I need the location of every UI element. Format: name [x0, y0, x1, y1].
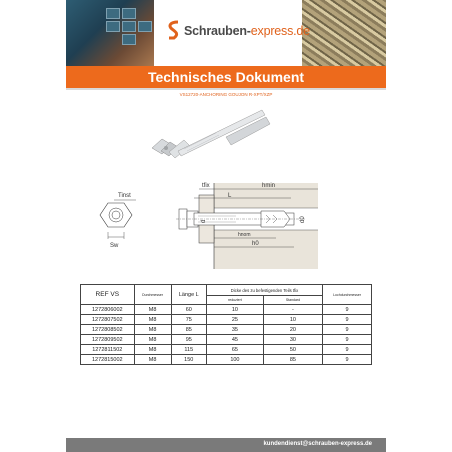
document-title: Technisches Dokument: [147, 69, 305, 85]
label-sw: Sw: [110, 243, 119, 249]
table-row: [81, 335, 372, 345]
anchor-bolt-image: [152, 110, 270, 158]
col-thickness-header: Dicke des zu befestigenden Teils tfix: [206, 285, 322, 296]
contact-email[interactable]: kundendienst@schrauben-express.de: [263, 441, 372, 447]
table-row: [81, 305, 372, 315]
table-cell: 115: [171, 345, 206, 355]
table-cell: 9: [323, 345, 372, 355]
table-cell: M8: [134, 355, 171, 365]
table-cell: M8: [134, 335, 171, 345]
brand-logo-text: Schrauben-express.de: [184, 24, 310, 38]
label-h0: h0: [252, 241, 259, 247]
table-cell: 150: [171, 355, 206, 365]
table-cell: 75: [171, 315, 206, 325]
divider: [66, 88, 386, 90]
col-reduced-header: reduziert: [206, 296, 263, 305]
col-diameter-header: Durchmesser: [134, 285, 171, 305]
table-cell: 85: [171, 325, 206, 335]
col-length-header: Länge L: [171, 285, 206, 305]
footer-bar: [66, 438, 386, 452]
table-cell: M8: [134, 315, 171, 325]
table-cell: 10: [263, 315, 322, 325]
table-cell: 9: [323, 335, 372, 345]
table-cell: 1272811502: [81, 345, 135, 355]
table-cell: 35: [206, 325, 263, 335]
table-cell: 20: [263, 325, 322, 335]
col-standard-header: Standard: [263, 296, 322, 305]
table-cell: 1272806002: [81, 305, 135, 315]
table-cell: 9: [323, 305, 372, 315]
table-cell: -: [263, 305, 322, 315]
product-table: [80, 284, 372, 365]
document-page: [66, 0, 386, 452]
table-cell: 65: [206, 345, 263, 355]
table-cell: 9: [323, 355, 372, 365]
anchor-cross-section: [176, 183, 318, 269]
table-cell: 1272809502: [81, 335, 135, 345]
table-cell: 30: [263, 335, 322, 345]
table-cell: 50: [263, 345, 322, 355]
label-tinst: Tinst: [118, 193, 131, 199]
product-subtitle: VS12720-ANCHORING GOUJON R-XPT/XZP: [179, 92, 273, 97]
label-hnom: hnom: [238, 232, 251, 238]
table-cell: 10: [206, 305, 263, 315]
label-tfix: tfix: [202, 183, 210, 189]
table-cell: 9: [323, 325, 372, 335]
table-cell: M8: [134, 325, 171, 335]
nut-top-view: [100, 193, 136, 249]
table-row: [81, 315, 372, 325]
label-d0: d0: [300, 216, 306, 223]
table-cell: M8: [134, 345, 171, 355]
table-cell: 1272808502: [81, 325, 135, 335]
header-photo-tools: [66, 0, 154, 66]
table-cell: 45: [206, 335, 263, 345]
technical-drawing: [66, 105, 386, 275]
table-cell: 1272807502: [81, 315, 135, 325]
table-cell: M8: [134, 305, 171, 315]
table-cell: 100: [206, 355, 263, 365]
logo-icon: [166, 20, 182, 40]
table-cell: 85: [263, 355, 322, 365]
table-row: [81, 345, 372, 355]
table-row: [81, 355, 372, 365]
table-body: [81, 305, 372, 365]
table-cell: 9: [323, 315, 372, 325]
table-cell: 1272815002: [81, 355, 135, 365]
table-cell: 95: [171, 335, 206, 345]
header-banner: [66, 0, 386, 66]
header-photo-screws: [302, 0, 386, 66]
label-hmin: hmin: [262, 183, 276, 189]
label-d: d: [201, 219, 207, 223]
table-cell: 25: [206, 315, 263, 325]
col-hole-header: Lochdurchmesser: [323, 285, 372, 305]
title-bar: [66, 66, 386, 88]
table-row: [81, 325, 372, 335]
table-cell: 60: [171, 305, 206, 315]
label-length: L: [228, 193, 232, 199]
col-ref-header: REF VS: [81, 285, 135, 305]
